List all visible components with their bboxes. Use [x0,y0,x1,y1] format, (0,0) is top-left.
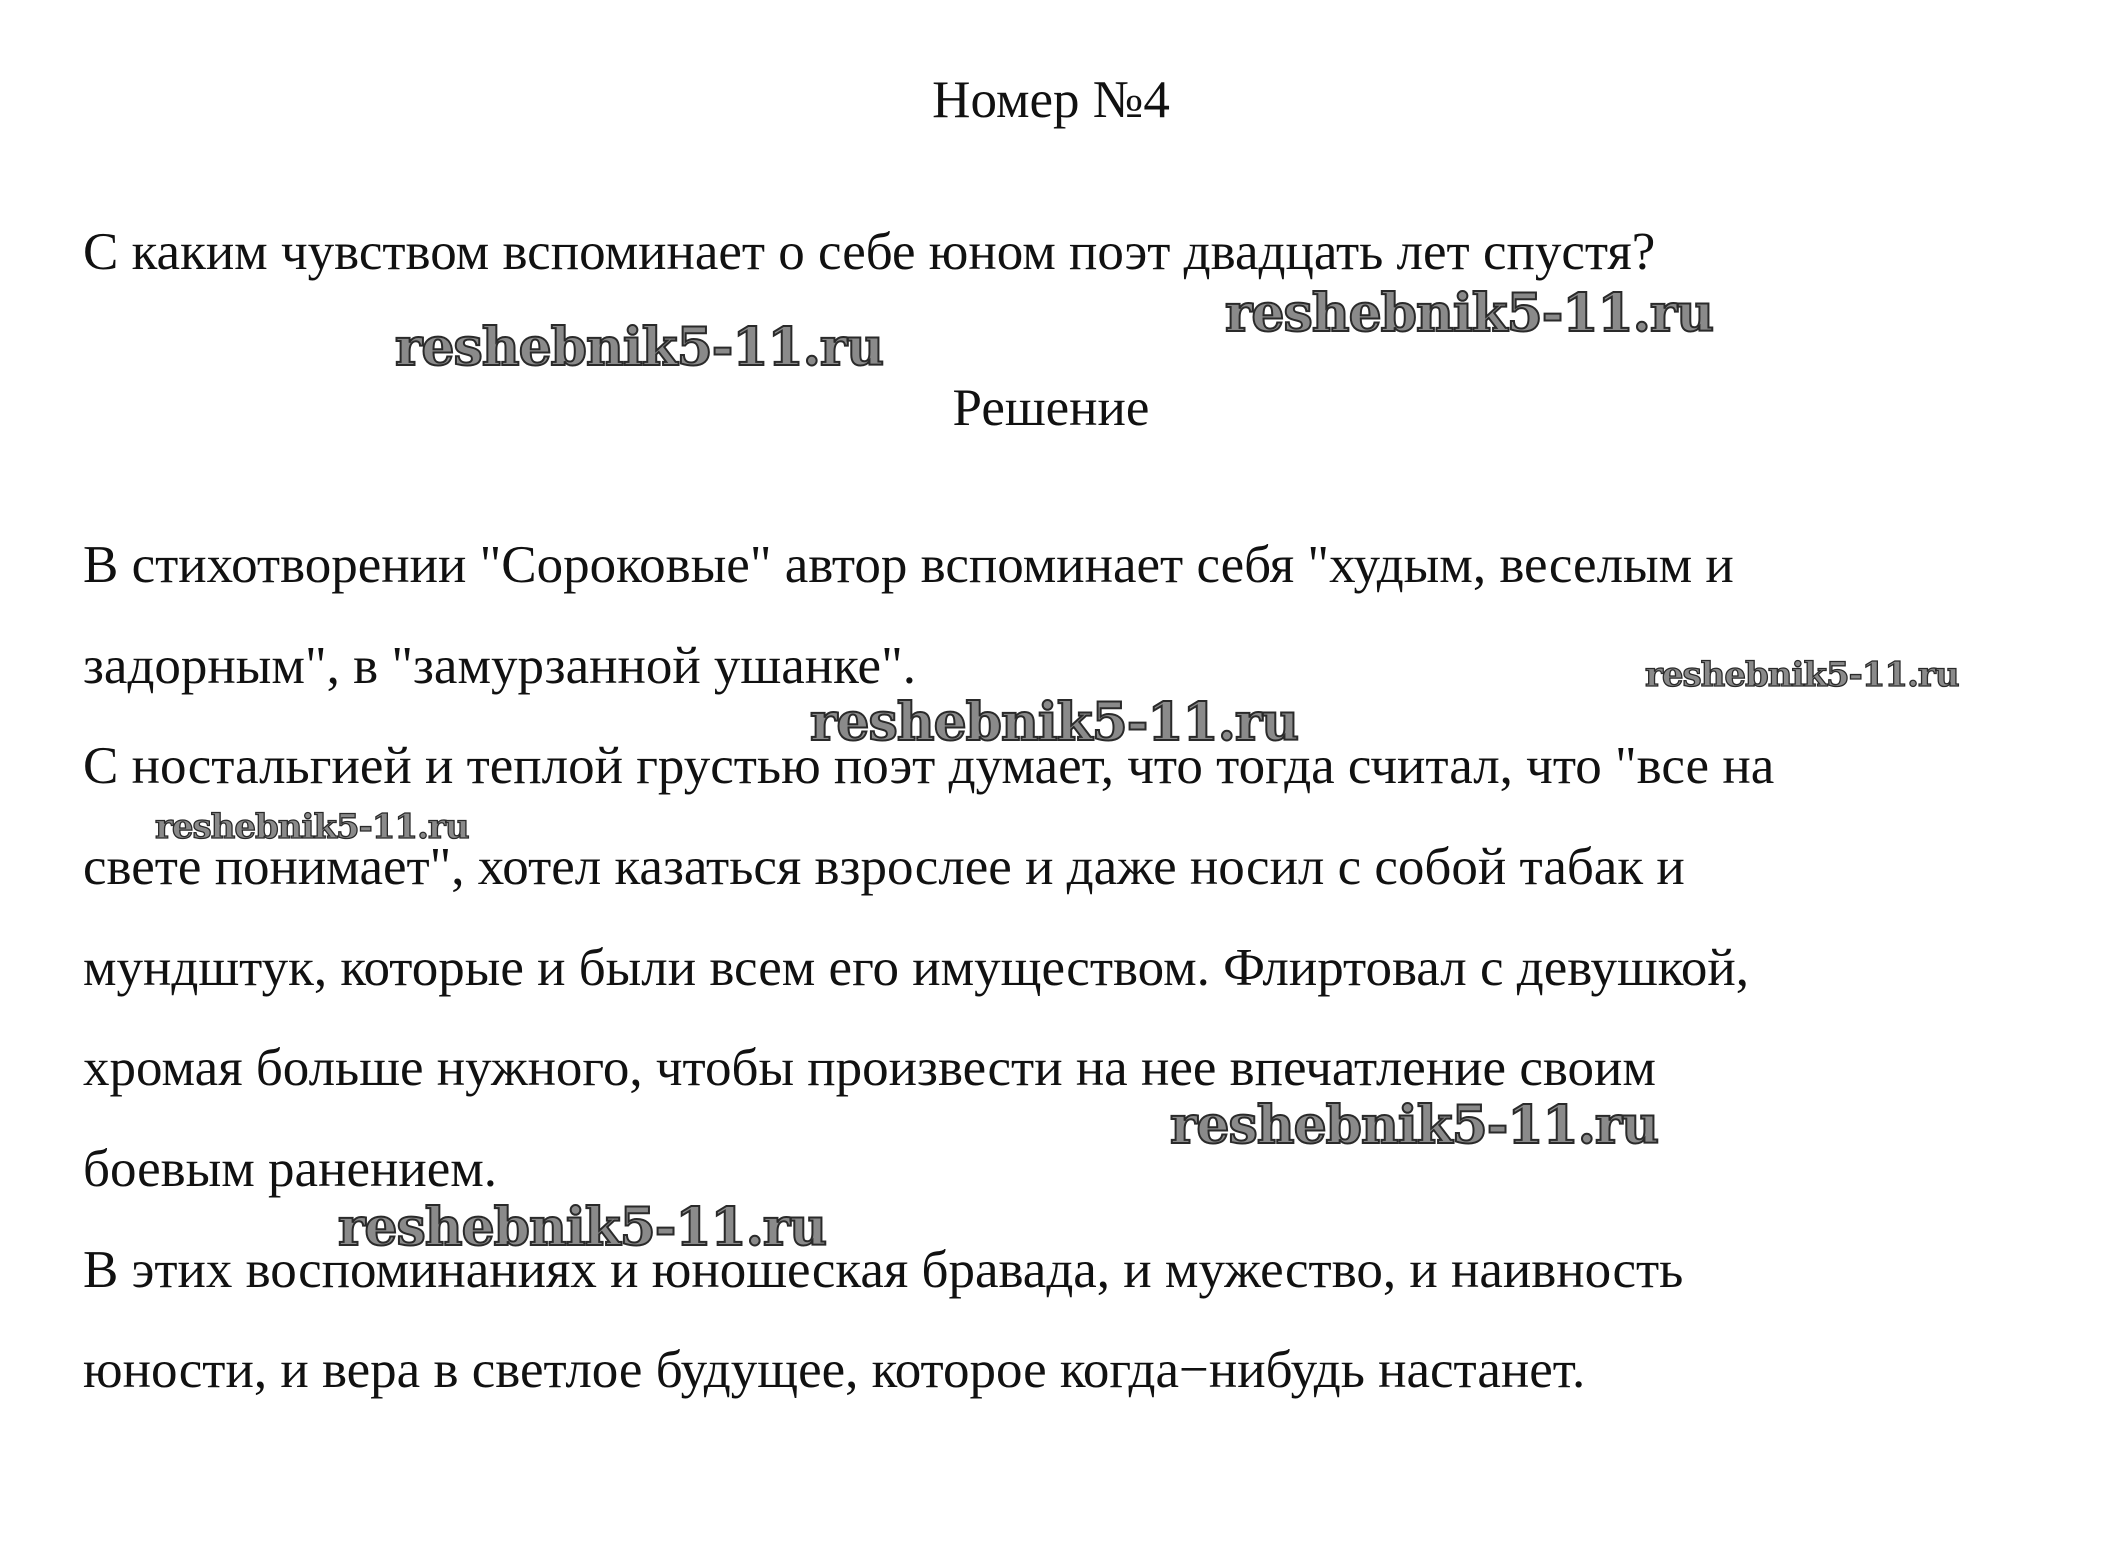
question-text: С каким чувством вспоминает о себе юном поэт двадцать лет спустя? [83,223,1656,281]
answer-line: В этих воспоминаниях и юношеская бравада, и мужество, и наивность [83,1241,1684,1299]
answer-line: мундштук, которые и были всем его имуществом. Флиртовал с девушкой, [83,939,1749,997]
watermark: reshebnik5-11.ru [155,807,469,847]
answer-line: хромая больше нужного, чтобы произвести на нее впечатление своим [83,1039,1656,1097]
page-title: Номер №4 [932,71,1170,129]
watermark: reshebnik5-11.ru [1225,283,1714,344]
answer-line: юности, и вера в светлое будущее, которое когда−нибудь настанет. [83,1341,1586,1399]
answer-line: задорным", в "замурзанной ушанке". [83,637,916,695]
watermark: reshebnik5-11.ru [1645,655,1959,695]
answer-line: боевым ранением. [83,1140,498,1198]
solution-heading: Решение [952,379,1150,437]
watermark: reshebnik5-11.ru [810,692,1299,753]
watermark: reshebnik5-11.ru [395,317,884,378]
watermark: reshebnik5-11.ru [1170,1095,1659,1156]
answer-line: В стихотворении "Сороковые" автор вспоминает себя "худым, веселым и [83,536,1734,594]
watermark: reshebnik5-11.ru [338,1197,827,1258]
answer-line: свете понимает", хотел казаться взрослее и даже носил с собой табак и [83,838,1685,896]
answer-line: С ностальгией и теплой грустью поэт думает, что тогда считал, что "все на [83,737,1775,795]
